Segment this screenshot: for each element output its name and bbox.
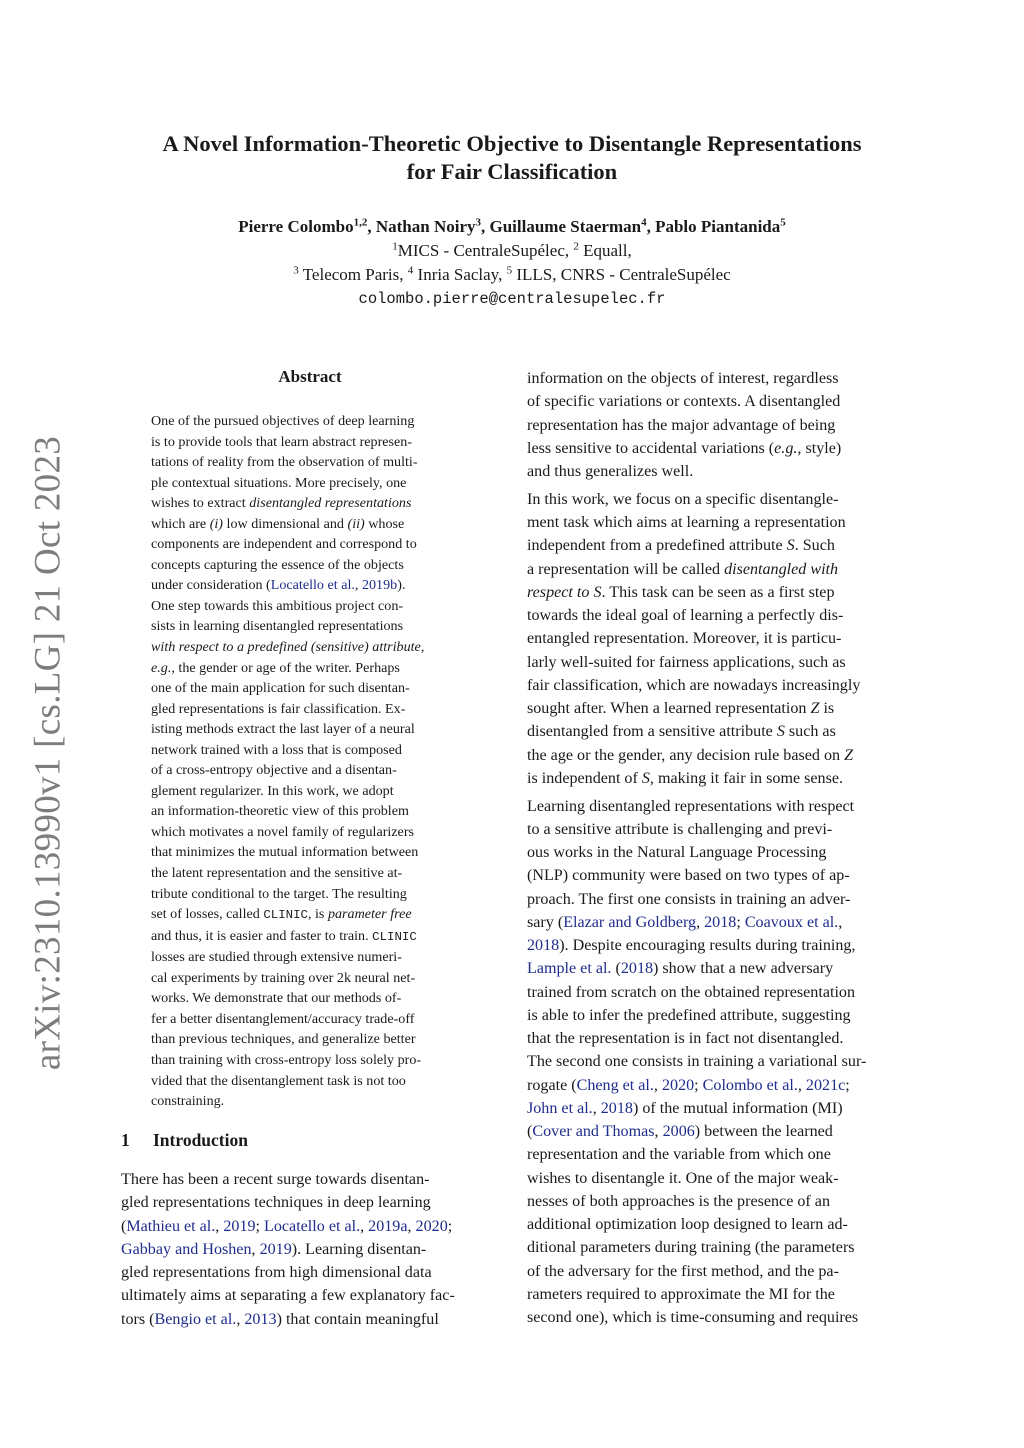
text-run: ( — [527, 1123, 533, 1140]
abstract-line: gled representations is fair classification. Ex- — [151, 700, 406, 717]
body-line — [121, 1238, 499, 1261]
citation-link[interactable]: 2019 — [259, 1240, 292, 1258]
text-run: which are — [151, 515, 210, 532]
body-line: Learning disentangled representations with respect — [527, 797, 855, 815]
text-run: ; — [447, 1217, 453, 1235]
abstract-line: one of the main application for such disentan- — [151, 680, 410, 697]
method-name: CLINIC — [263, 908, 308, 923]
text-run: sary ( — [527, 913, 564, 931]
abstract-line: isting methods extract the last layer of a neural — [151, 721, 415, 738]
body-line: towards the ideal goal of learning a perfectly dis- — [527, 607, 844, 624]
abstract-line: cal experiments by training over 2k neural net- — [151, 969, 416, 986]
citation-link[interactable]: Bengio et al. — [154, 1310, 237, 1328]
text-run: , — [354, 577, 362, 594]
affiliation: Inria Saclay, — [413, 265, 507, 284]
abstract-line: than previous techniques, and generalize better — [151, 1031, 416, 1048]
text-run: ( — [121, 1217, 127, 1235]
text-run: , style) — [797, 439, 842, 457]
citation-link[interactable]: 2020 — [661, 1076, 695, 1094]
body-line: (NLP) community were based on two types of ap- — [527, 867, 850, 885]
abstract-line: than training with cross-entropy loss solely pro- — [151, 1051, 422, 1068]
text-run: , — [653, 1076, 662, 1094]
author-name: Pablo Piantanida — [655, 217, 781, 236]
text-run: set of losses, called — [151, 906, 264, 923]
abstract-line — [151, 658, 469, 679]
text-run: , — [592, 1099, 601, 1117]
math-symbol: Z — [810, 700, 820, 717]
body-line: The second one consists in training a variational sur- — [527, 1053, 867, 1071]
affiliation-mark: 3 — [293, 264, 299, 277]
right-column-text — [527, 367, 905, 1329]
intro-text-left — [121, 1168, 499, 1331]
body-line: rameters required to approximate the MI for the — [527, 1285, 835, 1303]
affiliation-mark: 2 — [573, 240, 579, 253]
emphasis-text: e.g. — [774, 439, 798, 457]
emphasis-text: disentangled representations — [249, 495, 412, 512]
text-run: low dimensional and — [223, 515, 348, 532]
text-run: is independent of — [527, 769, 642, 787]
body-line: and thus generalizes well. — [527, 463, 694, 480]
body-line: fair classification, which are nowadays increasingly — [527, 676, 861, 694]
text-run: . Such — [794, 537, 835, 555]
citation-link[interactable]: 2018 — [704, 913, 737, 931]
abstract-line: tations of reality from the observation of multi- — [151, 454, 418, 471]
math-symbol: S — [786, 537, 795, 555]
text-run: , — [215, 1217, 224, 1235]
body-line: ditional parameters during training (the parameters — [527, 1239, 855, 1257]
text-run: rogate ( — [527, 1076, 577, 1094]
text-run: a representation will be called — [527, 560, 725, 578]
body-line: additional optimization loop designed to learn ad- — [527, 1216, 848, 1233]
affiliation-line-2 — [100, 263, 924, 287]
emphasis-text: disentangled with — [724, 560, 839, 578]
text-run: , — [360, 1217, 369, 1235]
text-run: ; — [694, 1076, 703, 1094]
text-run: under consideration ( — [151, 577, 271, 594]
text-run: , — [420, 639, 425, 656]
body-line: trained from scratch on the obtained representation — [527, 983, 856, 1001]
citation-link[interactable]: Locatello et al. — [270, 577, 355, 594]
affiliation: ILLS, CNRS - CentraleSupélec — [512, 265, 731, 284]
abstract-line: tribute conditional to the target. The resulting — [151, 885, 407, 902]
citation-link[interactable]: Elazar and Goldberg — [563, 913, 697, 931]
text-run: ; — [736, 913, 745, 931]
abstract-line: works. We demonstrate that our methods of- — [151, 990, 402, 1007]
abstract-line: ple contextual situations. More precisely, one — [151, 474, 407, 491]
section-title: Introduction — [153, 1130, 248, 1150]
text-run: , — [407, 1217, 416, 1235]
text-run: ) that contain meaningful — [276, 1310, 439, 1328]
abstract-line: which motivates a novel family of regularizers — [151, 823, 414, 840]
body-line: second one), which is time-consuming and requires — [527, 1309, 859, 1326]
emphasis-text: parameter free — [327, 906, 412, 923]
author-affiliation-mark: 1,2 — [353, 216, 368, 229]
abstract-line — [151, 514, 469, 535]
text-run: the age or the gender, any decision rule based on — [527, 746, 845, 764]
arxiv-identifier: arXiv:2310.13990v1 [cs.LG] 21 Oct 2023 — [27, 435, 69, 1070]
text-run: , — [696, 913, 705, 931]
author-email: colombo.pierre@centralesupelec.fr — [358, 290, 666, 308]
arxiv-side-stamp — [18, 435, 78, 1070]
author-name: Guillaume Staerman — [489, 217, 642, 236]
body-line: that the representation is in fact not disentangled. — [527, 1030, 844, 1047]
body-line — [527, 697, 905, 720]
citation-link[interactable]: Cheng et al. — [576, 1076, 654, 1094]
citation-link[interactable]: 2006 — [662, 1123, 695, 1140]
text-run: ( — [611, 960, 621, 978]
emphasis-text: e.g. — [151, 659, 172, 676]
title-line-1: A Novel Information-Theoretic Objective to Disentangle Representations — [162, 131, 862, 156]
body-line: entangled representation. Moreover, it is particu- — [527, 630, 842, 648]
body-line — [527, 581, 905, 604]
abstract-line: One step towards this ambitious project con- — [151, 597, 404, 614]
abstract-line — [151, 493, 469, 514]
author-affiliation-mark: 3 — [475, 216, 481, 229]
body-line: to a sensitive attribute is challenging and previ- — [527, 820, 833, 838]
affiliation-mark: 5 — [506, 264, 513, 277]
citation-link[interactable]: 2013 — [244, 1310, 277, 1328]
text-run: is — [819, 700, 835, 717]
body-line: larly well-suited for fairness applications, such as — [527, 653, 846, 671]
text-run: sought after. When a learned representation — [527, 700, 811, 717]
author-name: Nathan Noiry — [375, 217, 476, 236]
body-line: of specific variations or contexts. A disentangled — [527, 393, 841, 411]
body-line — [121, 1308, 499, 1331]
text-run: wishes to extract — [151, 495, 250, 512]
abstract-line — [151, 575, 469, 596]
text-run: , the gender or age of the writer. Perhaps — [171, 659, 400, 676]
affiliation: MICS - CentraleSupélec, — [397, 241, 574, 260]
text-run: ) show that a new adversary — [653, 960, 834, 978]
body-line: proach. The first one consists in training an adver- — [527, 890, 851, 908]
emphasis-text: (ii) — [347, 515, 365, 532]
math-symbol: S — [776, 723, 785, 741]
citation-link[interactable]: 2019b — [361, 577, 398, 594]
body-line: gled representations from high dimensional data — [121, 1264, 432, 1281]
text-run: , — [654, 1123, 663, 1140]
text-run: ; — [255, 1217, 265, 1235]
body-line: In this work, we focus on a specific disentangle- — [527, 490, 839, 508]
citation-link[interactable]: 2019 — [223, 1217, 256, 1235]
text-run: , — [251, 1240, 260, 1258]
body-line — [121, 1215, 499, 1238]
abstract-line: network trained with a loss that is composed — [151, 741, 402, 758]
text-run: independent from a predefined attribute — [527, 537, 787, 555]
body-line: There has been a recent surge towards disentan- — [121, 1171, 430, 1188]
paper-title — [100, 130, 924, 186]
method-name: CLINIC — [372, 929, 417, 944]
body-line: ultimately aims at separating a few explanatory fac- — [121, 1287, 455, 1305]
citation-link[interactable]: 2018 — [600, 1099, 633, 1117]
text-run: whose — [364, 515, 405, 532]
abstract-heading: Abstract — [278, 367, 342, 386]
body-line — [527, 767, 905, 790]
citation-link[interactable]: 2019a — [368, 1217, 408, 1235]
abstract-line: components are independent and correspond to — [151, 536, 417, 553]
affiliation-mark: 4 — [407, 264, 414, 277]
emphasis-text: (i) — [209, 515, 224, 532]
abstract-line: glement regularizer. In this work, we adopt — [151, 782, 394, 799]
abstract-line: losses are studied through extensive numeri- — [151, 949, 402, 966]
body-line: information on the objects of interest, regardless — [527, 370, 839, 387]
body-line — [527, 534, 905, 557]
abstract-text — [151, 411, 469, 1112]
section-number: 1 — [121, 1130, 130, 1150]
emphasis-text: with respect to a predefined (sensitive) attribute — [151, 639, 421, 656]
body-line — [527, 934, 905, 957]
text-run: , is — [307, 906, 328, 923]
citation-link[interactable]: 2018 — [527, 937, 560, 954]
text-run: tors ( — [121, 1310, 155, 1328]
citation-link[interactable]: 2020 — [415, 1217, 448, 1235]
author-names: Pierre Colombo$^{1,2}$, Nathan Noiry$^3$, Guillaume Staerman$^4$, Pablo Piantanida$^5$ — [238, 216, 786, 236]
text-run: ). — [397, 577, 406, 594]
body-line: ous works in the Natural Language Processing — [527, 844, 827, 861]
citation-link[interactable]: 2021c — [805, 1076, 846, 1094]
abstract-line: is to provide tools that learn abstract represen- — [151, 433, 413, 450]
body-line — [527, 558, 905, 581]
abstract-line: sists in learning disentangled representations — [151, 618, 404, 635]
text-run: such as — [784, 723, 836, 741]
math-symbol: S — [641, 769, 650, 787]
citation-link[interactable]: John et al. — [527, 1099, 593, 1117]
abstract-line — [151, 926, 469, 948]
body-line — [527, 911, 905, 934]
body-line: representation has the major advantage of being — [527, 416, 836, 434]
body-line: of the adversary for the first method, and the pa- — [527, 1262, 839, 1280]
text-run: and thus, it is easier and faster to train. — [151, 927, 373, 944]
citation-link[interactable]: Cover and Thomas — [532, 1123, 655, 1140]
body-line — [527, 744, 905, 767]
body-line — [527, 1097, 905, 1120]
text-run: ). Despite encouraging results during training, — [559, 937, 856, 954]
abstract-line — [151, 904, 469, 926]
section-heading — [121, 1130, 248, 1151]
citation-link[interactable]: Mathieu et al. — [126, 1217, 216, 1235]
abstract-line: that minimizes the mutual information between — [151, 844, 419, 861]
body-line — [527, 957, 905, 980]
body-line: is able to infer the predefined attribute, suggesting — [527, 1006, 851, 1024]
citation-link[interactable]: Coavoux et al. — [744, 913, 839, 931]
text-run: ) of the mutual information (MI) — [632, 1099, 843, 1117]
body-line: gled representations techniques in deep learning — [121, 1194, 431, 1212]
abstract-line: of a cross-entropy objective and a disentan- — [151, 762, 397, 779]
citation-link[interactable]: Locatello et al. — [264, 1217, 361, 1235]
abstract-line: an information-theoretic view of this problem — [151, 803, 409, 820]
affiliation-mark: 1 — [392, 240, 398, 253]
abstract-line: vided that the disentanglement task is not too — [151, 1072, 406, 1089]
body-line: ment task which aims at learning a representation — [527, 514, 846, 531]
body-line: wishes to disentangle it. One of the major weak- — [527, 1169, 839, 1187]
text-run: ) between the learned — [694, 1123, 833, 1140]
body-line: nesses of both approaches is the presence of an — [527, 1192, 830, 1210]
body-line — [527, 437, 905, 460]
text-run: , making it fair in some sense. — [649, 769, 844, 787]
text-run: less sensitive to accidental variations ( — [527, 439, 775, 457]
abstract-line: the latent representation and the sensitive at- — [151, 865, 403, 882]
body-line — [527, 1120, 905, 1143]
citation-link[interactable]: Lample et al. — [527, 960, 612, 978]
text-run: , — [236, 1310, 245, 1328]
citation-link[interactable]: 2018 — [620, 960, 654, 978]
affiliation-line-1 — [100, 239, 924, 263]
abstract-line: concepts capturing the essence of the objects — [151, 556, 404, 573]
text-run: ). Learning disentan- — [291, 1240, 427, 1258]
body-line — [527, 720, 905, 743]
abstract-line — [151, 637, 469, 658]
math-symbol: S — [593, 583, 602, 601]
text-run: , — [838, 913, 843, 931]
abstract-line: fer a better disentanglement/accuracy trade-off — [151, 1010, 415, 1027]
author-name: Pierre Colombo — [238, 217, 354, 236]
affiliation: Equall, — [578, 241, 632, 260]
title-line-2: for Fair Classification — [406, 159, 618, 184]
abstract-line: One of the pursued objectives of deep learning — [151, 413, 415, 429]
text-run: . This task can be seen as a first step — [601, 583, 835, 601]
citation-link[interactable]: Colombo et al. — [702, 1076, 798, 1094]
body-line — [527, 1074, 905, 1097]
text-run: ; — [845, 1076, 850, 1094]
citation-link[interactable]: Gabbay and Hoshen — [121, 1240, 252, 1258]
math-symbol: Z — [844, 746, 854, 764]
author-affiliation-mark: 4 — [641, 216, 647, 229]
body-line: representation and the variable from which one — [527, 1146, 831, 1164]
author-block — [100, 215, 924, 311]
affiliation: Telecom Paris, — [298, 265, 408, 284]
abstract-line: constraining. — [151, 1093, 225, 1110]
author-affiliation-mark: 5 — [780, 216, 786, 229]
emphasis-text: respect to — [527, 583, 594, 601]
text-run: , — [797, 1076, 806, 1094]
text-run: disentangled from a sensitive attribute — [527, 723, 777, 741]
